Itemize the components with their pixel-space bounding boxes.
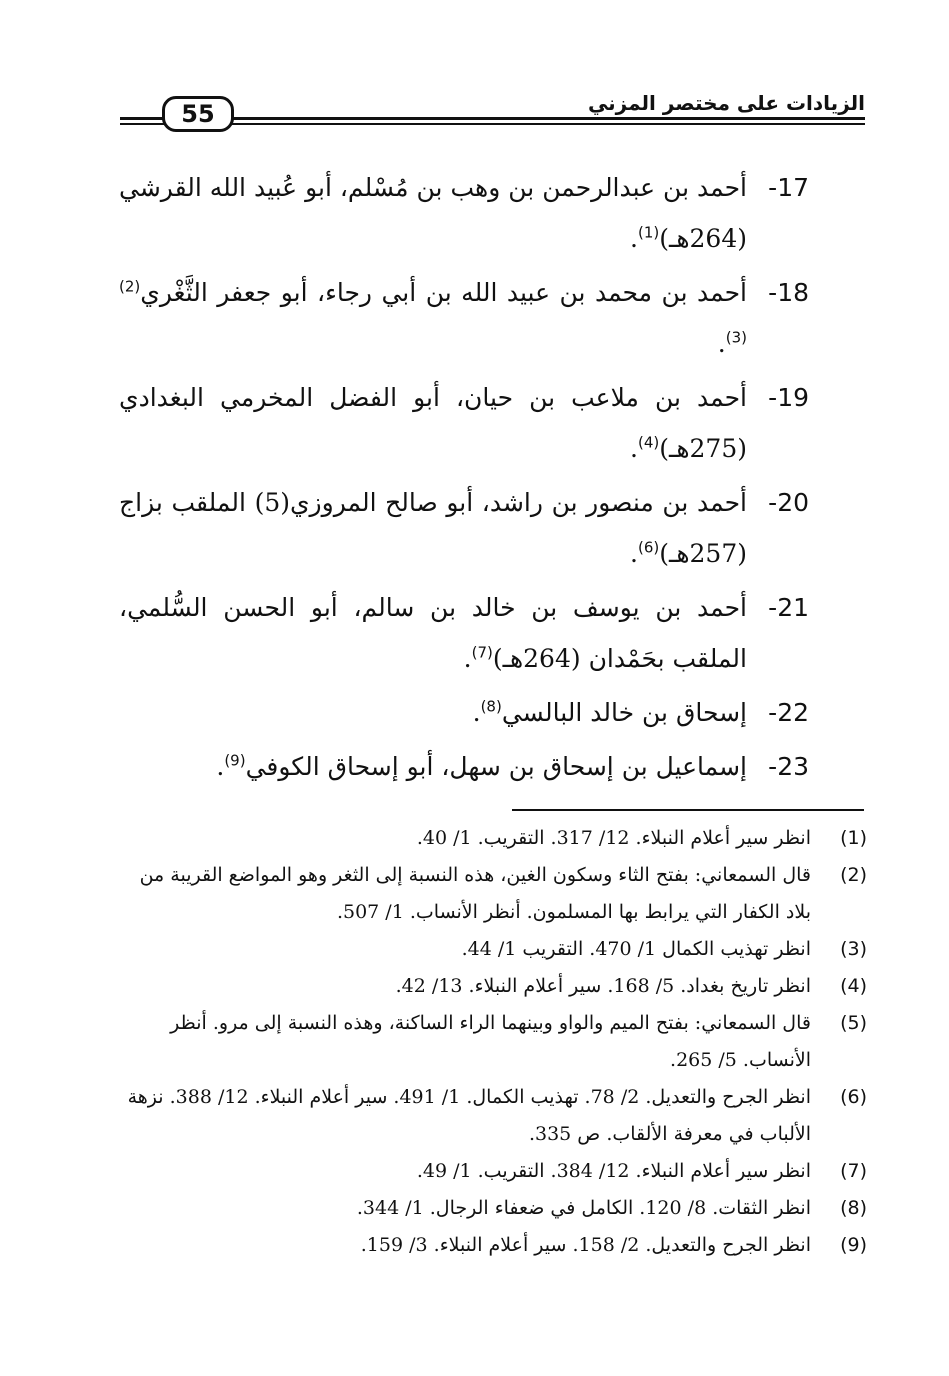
- footnote-ref: (6): [637, 538, 660, 557]
- footnote-number: (7): [840, 1160, 867, 1182]
- footnote-text: انظر سير أعلام النبلاء. 12/ 317. التقريب. 1/ 40.: [416, 827, 811, 849]
- entry-name: أحمد بن عبدالرحمن بن وهب بن مُسْلم، أبو عُبيد الله القرشي (264هـ): [119, 173, 747, 253]
- running-header: [120, 90, 865, 130]
- footnote-number: (6): [840, 1086, 867, 1108]
- entry-text: [119, 582, 747, 684]
- entry-number: 20-: [768, 488, 809, 517]
- entry-text: [119, 162, 747, 264]
- footnote-ref: (4): [637, 433, 660, 452]
- footnote-ref: (2)(3): [119, 277, 747, 347]
- footnote-ref: (9): [224, 751, 246, 770]
- footnotes-list: [127, 820, 867, 1264]
- entry-number: 19-: [768, 383, 809, 412]
- footnote-number: (9): [840, 1234, 867, 1256]
- entries-list: [119, 162, 809, 795]
- footnote-item: [127, 1153, 867, 1190]
- footnote-number: (1): [840, 827, 867, 849]
- footnote-separator: [512, 809, 864, 811]
- footnote-ref: (7): [471, 643, 493, 662]
- entry-text: [119, 477, 747, 579]
- entry-period: .: [472, 698, 481, 727]
- footnote-text: انظر سير أعلام النبلاء. 12/ 384. التقريب. 1/ 49.: [416, 1160, 811, 1182]
- entry-text: [119, 267, 747, 369]
- footnote-ref: (1): [637, 223, 660, 242]
- entry-item: [119, 372, 809, 474]
- entry-text: [119, 687, 747, 738]
- footnote-text: انظر الجرح والتعديل. 2/ 158. سير أعلام النبلاء. 3/ 159.: [360, 1234, 811, 1256]
- footnote-item: [127, 1005, 867, 1079]
- entry-item: [119, 477, 809, 579]
- entry-number: 22-: [768, 698, 809, 727]
- footnote-text: قال السمعاني: بفتح الثاء وسكون الغين، هذه النسبة إلى الثغر وهو المواضع القريبة من بلاد الكفار التي يرابط بها المسلمون. أنظر الأنساب. 1/ 507.: [139, 864, 811, 923]
- page-number: 55: [162, 96, 234, 132]
- entry-item: [119, 582, 809, 684]
- footnote-number: (3): [840, 938, 867, 960]
- entry-name: إسماعيل بن إسحاق بن سهل، أبو إسحاق الكوفي: [245, 752, 747, 781]
- footnote-item: [127, 857, 867, 931]
- entry-number: 23-: [768, 752, 809, 781]
- book-title: الزيادات على مختصر المزني: [580, 90, 865, 116]
- entry-period: .: [463, 644, 472, 673]
- entry-period: .: [630, 539, 638, 568]
- footnote-item: [127, 1227, 867, 1264]
- entry-name: أحمد بن محمد بن عبيد الله بن أبي رجاء، أبو جعفر الثَّغْري: [140, 278, 748, 307]
- footnote-text: انظر الثقات. 8/ 120. الكامل في ضعفاء الرجال. 1/ 344.: [356, 1197, 811, 1219]
- footnote-ref: (8): [480, 697, 502, 716]
- entry-text: [119, 741, 747, 792]
- entry-text: [119, 372, 747, 474]
- entry-name: أحمد بن ملاعب بن حيان، أبو الفضل المخرمي البغدادي (275هـ): [119, 383, 747, 463]
- footnote-number: (2): [840, 864, 867, 886]
- footnote-number: (8): [840, 1197, 867, 1219]
- entry-number: 21-: [768, 593, 809, 622]
- entry-number: 18-: [768, 278, 809, 307]
- entry-item: [119, 687, 809, 738]
- entry-period: .: [216, 752, 225, 781]
- entry-period: .: [630, 224, 638, 253]
- footnote-number: (4): [840, 975, 867, 997]
- footnote-text: انظر تهذيب الكمال 1/ 470. التقريب 1/ 44.: [461, 938, 811, 960]
- footnote-number: (5): [840, 1012, 867, 1034]
- footnote-text: انظر الجرح والتعديل. 2/ 78. تهذيب الكمال. 1/ 491. سير أعلام النبلاء. 12/ 388. نزهة الألباب في معرفة الألقاب. ص 335.: [127, 1086, 811, 1145]
- footnote-item: [127, 820, 867, 857]
- footnote-item: [127, 1190, 867, 1227]
- footnote-text: قال السمعاني: بفتح الميم والواو وبينهما الراء الساكنة، وهذه النسبة إلى مرو. أنظر الأنساب. 5/ 265.: [170, 1012, 811, 1071]
- footnote-text: انظر تاريخ بغداد. 5/ 168. سير أعلام النبلاء. 13/ 42.: [395, 975, 811, 997]
- entry-name: إسحاق بن خالد البالسي: [501, 698, 747, 727]
- footnote-item: [127, 968, 867, 1005]
- entry-name: أحمد بن يوسف بن خالد بن سالم، أبو الحسن السُّلمي، الملقب بحَمْدان (264هـ): [119, 593, 747, 673]
- entry-name: أحمد بن منصور بن راشد، أبو صالح المروزي(5) الملقب بزاج (257هـ): [119, 488, 747, 568]
- entry-period: .: [630, 434, 638, 463]
- entry-number: 17-: [768, 173, 809, 202]
- footnote-item: [127, 931, 867, 968]
- footnote-item: [127, 1079, 867, 1153]
- entry-item: [119, 162, 809, 264]
- entry-period: .: [717, 329, 726, 358]
- entry-item: [119, 741, 809, 792]
- entry-item: [119, 267, 809, 369]
